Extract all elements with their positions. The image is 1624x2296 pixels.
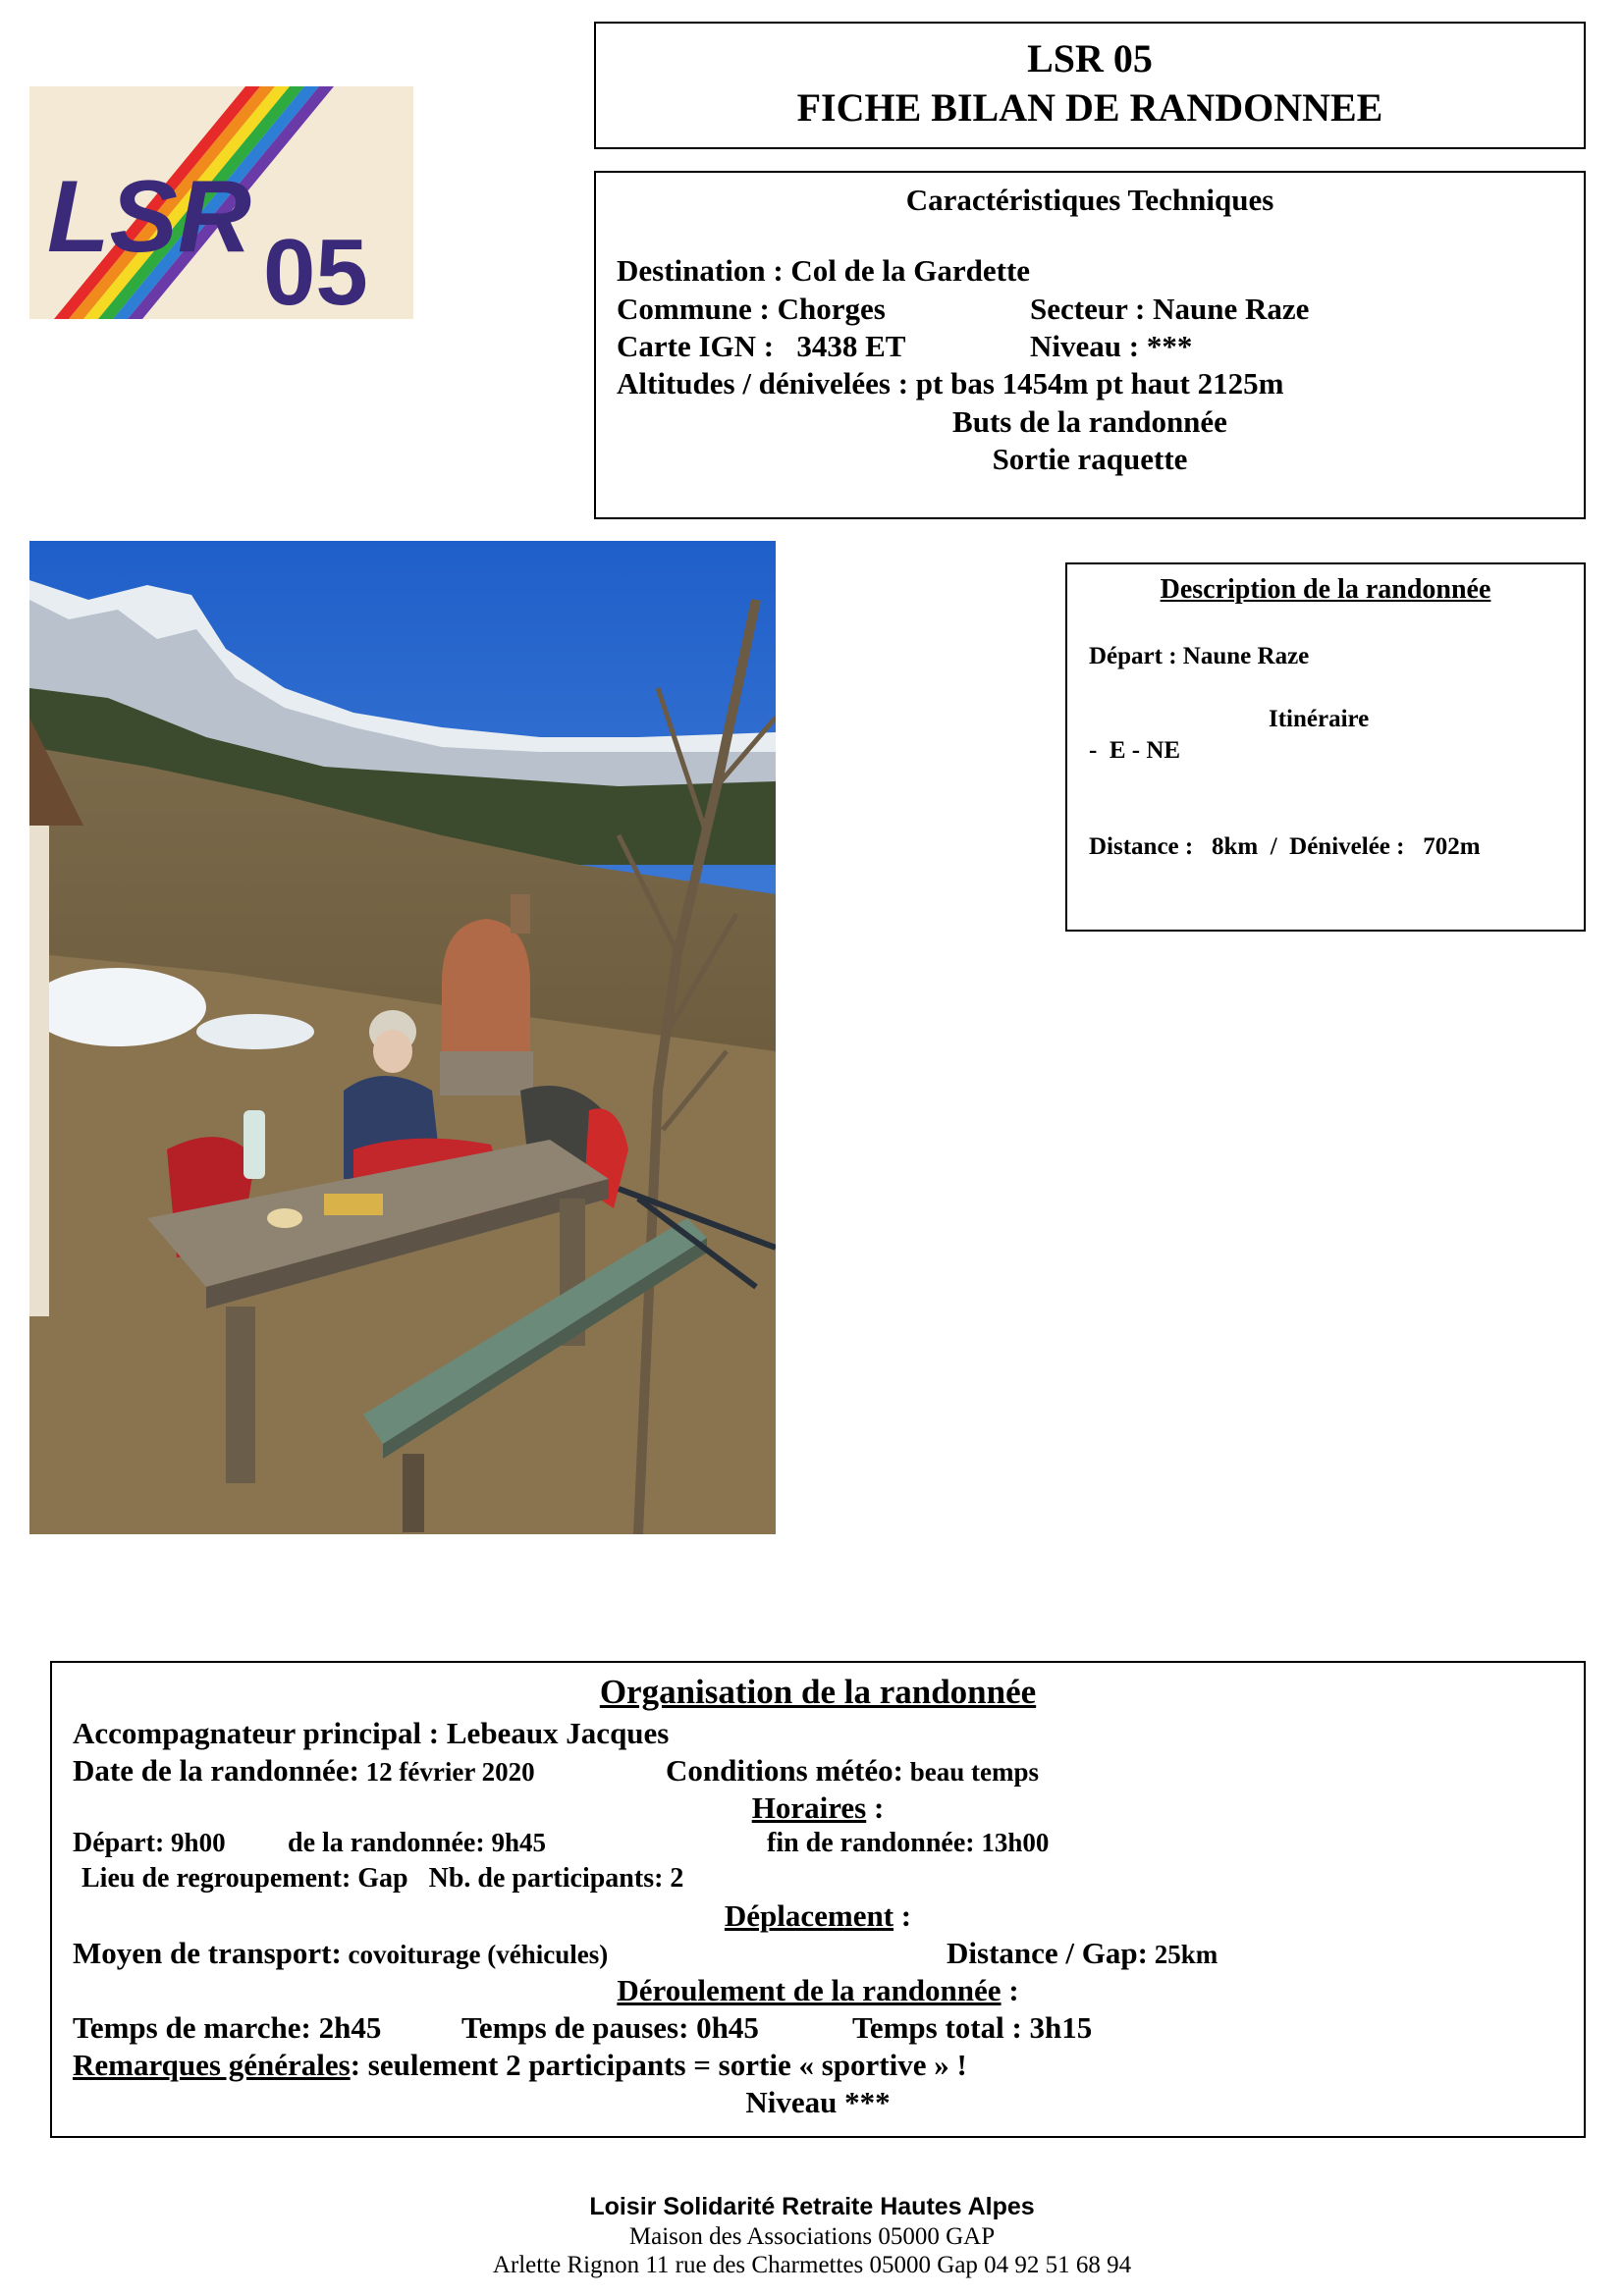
photo-illustration (29, 541, 776, 1534)
tech-carte-ign: Carte IGN : 3438 ET (617, 329, 906, 363)
hike-organisation-box (50, 1661, 1586, 2138)
organisation-niveau: Niveau *** (745, 2085, 891, 2119)
fin-label: fin de randonnée: (767, 1828, 975, 1858)
footer-organisation: Loisir Solidarité Retraite Hautes Alpes (589, 2193, 1035, 2220)
date-value: 12 février 2020 (358, 1757, 535, 1787)
remarques-label: Remarques générales (73, 2048, 351, 2082)
tech-altitudes: Altitudes / dénivelées : pt bas 1454m pt haut 2125m (617, 366, 1284, 400)
description-itineraire: - E - NE (1089, 737, 1181, 764)
horaires-colon: : (866, 1790, 885, 1825)
organisation-remarques (73, 2048, 967, 2083)
horaires-label: Horaires (751, 1790, 867, 1825)
organisation-date (73, 1753, 535, 1789)
hike-description-box (1065, 562, 1586, 932)
technical-characteristics-box (594, 171, 1586, 519)
tech-buts-heading: Buts de la randonnée (952, 404, 1227, 439)
distance-label: Distance / Gap: (947, 1936, 1148, 1970)
organisation-heading: Organisation de la randonnée (599, 1673, 1037, 1711)
description-depart: Départ : Naune Raze (1089, 643, 1310, 669)
org-title: LSR 05 (1027, 36, 1153, 80)
tech-niveau: Niveau : *** (1030, 329, 1193, 363)
organisation-debut (288, 1828, 546, 1859)
organisation-horaires (52, 1790, 1584, 1826)
footer-contact: Arlette Rignon 11 rue des Charmettes 05000 Gap 04 92 51 68 94 (492, 2252, 1132, 2278)
description-itineraire-label: Itinéraire (1269, 706, 1370, 732)
organisation-temps-marche: Temps de marche: 2h45 (73, 2010, 382, 2045)
lsr-05-logo (29, 86, 413, 319)
description-distance: Distance : 8km / Dénivelée : 702m (1089, 833, 1481, 860)
depart-value: 9h00 (164, 1828, 226, 1857)
organisation-deroulement (52, 1973, 1584, 2008)
document-title: FICHE BILAN DE RANDONNEE (796, 85, 1383, 130)
date-label: Date de la randonnée: (73, 1753, 359, 1788)
footer-maison: Maison des Associations 05000 GAP (628, 2223, 996, 2250)
deplacement-colon: : (893, 1898, 912, 1933)
distance-value: 25km (1147, 1940, 1218, 1969)
transport-value: covoiturage (véhicules) (341, 1940, 609, 1969)
organisation-transport (73, 1936, 608, 1971)
organisation-lieu: Lieu de regroupement: Gap Nb. de participants: 2 (81, 1863, 684, 1894)
debut-label: de la randonnée: (288, 1828, 485, 1858)
organisation-accompagnateur: Accompagnateur principal : Lebeaux Jacques (73, 1716, 670, 1750)
deroulement-label: Déroulement de la randonnée (617, 1973, 1001, 2007)
organisation-depart (73, 1828, 226, 1859)
logo-lsr-text: LSR (47, 160, 251, 274)
description-heading: Description de la randonnée (1160, 574, 1491, 605)
organisation-distance (947, 1936, 1218, 1971)
tech-destination: Destination : Col de la Gardette (617, 253, 1031, 288)
tech-sortie: Sortie raquette (992, 442, 1188, 476)
depart-label: Départ: (73, 1828, 165, 1858)
deroulement-colon: : (1001, 1973, 1019, 2007)
transport-label: Moyen de transport: (73, 1936, 342, 1970)
meteo-value: beau temps (902, 1757, 1039, 1787)
deplacement-label: Déplacement (724, 1898, 894, 1933)
logo-number: 05 (263, 220, 368, 319)
fin-value: 13h00 (974, 1828, 1050, 1857)
tech-heading: Caractéristiques Techniques (905, 183, 1274, 217)
tech-secteur: Secteur : Naune Raze (1030, 292, 1310, 326)
title-box (594, 22, 1586, 149)
meteo-label: Conditions météo: (666, 1753, 903, 1788)
debut-value: 9h45 (484, 1828, 546, 1857)
tech-commune: Commune : Chorges (617, 292, 886, 326)
organisation-meteo (666, 1753, 1039, 1789)
organisation-deplacement (52, 1898, 1584, 1934)
organisation-fin (767, 1828, 1049, 1859)
organisation-temps-pauses: Temps de pauses: 0h45 (461, 2010, 759, 2045)
organisation-temps-total: Temps total : 3h15 (852, 2010, 1093, 2045)
hike-photo (29, 541, 776, 1534)
remarques-value: : seulement 2 participants = sortie « sportive » ! (350, 2048, 967, 2082)
logo-graphic (29, 86, 413, 319)
